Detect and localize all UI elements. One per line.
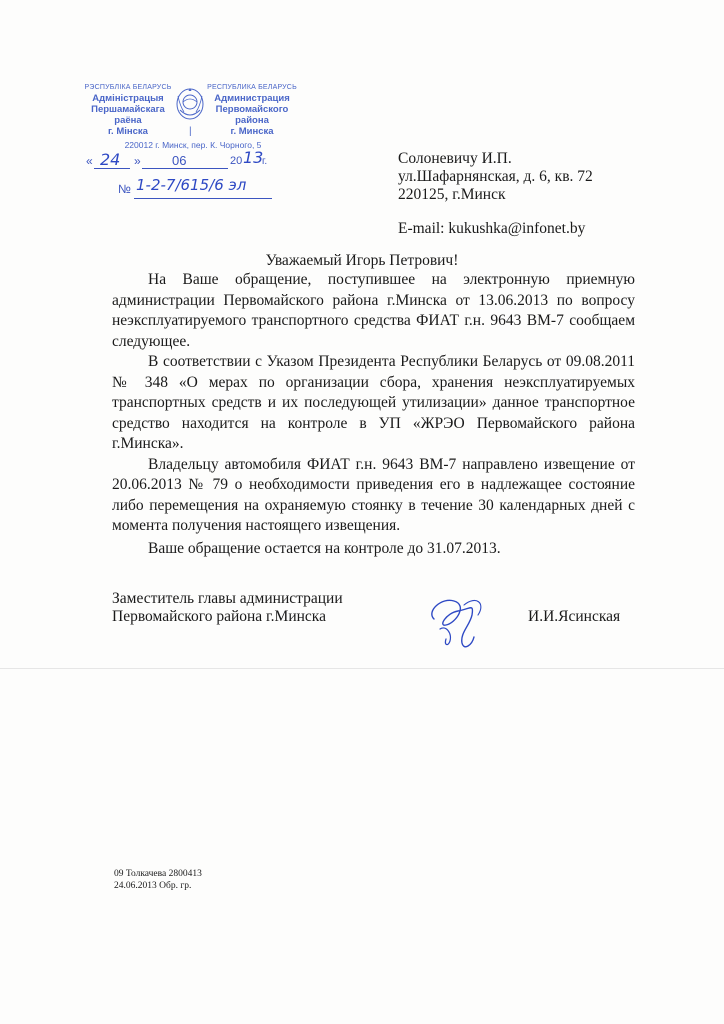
paper-fold-line: [0, 668, 724, 669]
reg-number: 1-2-7/615/6 эл: [136, 176, 247, 194]
reg-date-close-quote: »: [134, 154, 141, 168]
stamp-org-line: Першамайскага: [91, 104, 165, 115]
addressee-block: [398, 150, 593, 204]
letter-body: [112, 270, 635, 559]
signer-title: [112, 590, 343, 626]
reg-date-open-quote: «: [86, 154, 93, 168]
salutation: Уважаемый Игорь Петрович!: [265, 252, 459, 269]
stamp-separator: |: [189, 126, 192, 137]
stamp-belarusian-text: [82, 82, 174, 137]
state-emblem-icon: [174, 86, 206, 122]
reg-date-month-underline: [142, 168, 228, 169]
body-paragraph: В соответствии с Указом Президента Республики Беларусь от 09.08.2011 № 348 «О мерах по организации сбора, хранения неэксплуатируемых транспортных средств и их последующей утилизации» данное транспортное средство находится на контроле в УП «ЖРЭО Первомайского района г.Минска».: [112, 353, 635, 452]
handwritten-signature: [416, 585, 496, 665]
reg-date-year-suffix: г.: [262, 156, 268, 167]
addressee-street: ул.Шафарнянская, д. 6, кв. 72: [398, 168, 593, 185]
stamp-org-line: г. Мінска: [108, 126, 148, 137]
addressee-city: 220125, г.Минск: [398, 186, 506, 203]
stamp-org-line: раёна: [114, 115, 142, 126]
stamp-russian-text: [206, 82, 298, 137]
body-paragraph: На Ваше обращение, поступившее на электронную приемную администрации Первомайского района г.Минска от 13.06.2013 по вопросу неэксплуатируемого транспортного средства ФИАТ г.н. 9643 ВМ-7 сообщаем следующее.: [112, 271, 635, 350]
body-paragraph: Владельцу автомобиля ФИАТ г.н. 9643 ВМ-7 направлено извещение от 20.06.2013 № 79 о необходимости приведения его в надлежащее состояние либо перемещения на охраняемую стоянку в течение 30 календарных дней с момента получения настоящего извещения.: [112, 455, 635, 534]
stamp-org-line: Первомайского: [215, 104, 289, 115]
addressee-name: Солоневичу И.П.: [398, 150, 512, 167]
signer-title-line: Первомайского района г.Минска: [112, 608, 326, 625]
addressee-email: E-mail: kukushka@infonet.by: [398, 220, 586, 237]
signer-name: И.И.Ясинская: [528, 608, 621, 625]
reg-number-underline: [134, 198, 272, 199]
stamp-country-by: РЭСПУБЛІКА БЕЛАРУСЬ: [84, 84, 172, 91]
reg-date-day: 24: [100, 150, 121, 169]
reg-date-year-prefix: 20: [230, 155, 243, 167]
stamp-address: 220012 г. Минск, пер. К. Чорного, 5: [124, 140, 262, 150]
executor-footer: [114, 868, 202, 892]
stamp-org-line: Адміністрацыя: [92, 93, 164, 104]
footer-date: 24.06.2013 Обр. гр.: [114, 881, 192, 891]
stamp-country-ru: РЕСПУБЛИКА БЕЛАРУСЬ: [207, 84, 297, 91]
signer-title-line: Заместитель главы администрации: [112, 590, 343, 607]
stamp-org-line: Администрация: [214, 93, 290, 104]
reg-date-year: 13: [243, 148, 264, 167]
footer-executor: 09 Толкачева 2800413: [114, 869, 202, 879]
reg-number-sign: №: [118, 182, 131, 196]
stamp-org-line: г. Минска: [230, 126, 274, 137]
stamp-org-line: района: [235, 115, 269, 126]
reg-date-month: 06: [172, 153, 187, 168]
body-paragraph: Ваше обращение остается на контроле до 31.07.2013.: [148, 539, 501, 557]
